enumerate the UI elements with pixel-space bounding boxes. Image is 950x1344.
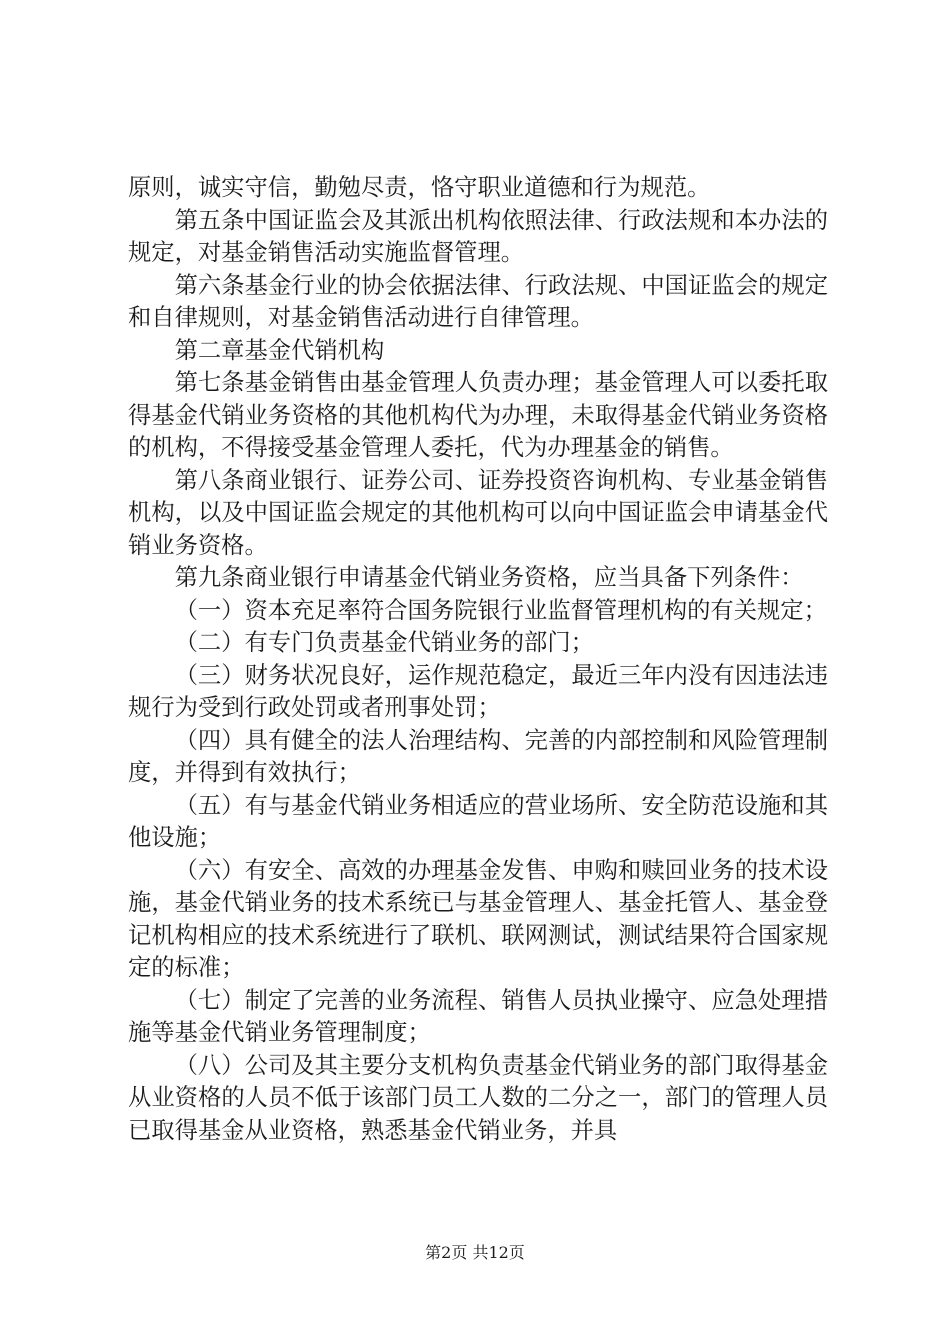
list-item: （七）制定了完善的业务流程、销售人员执业操守、应急处理措施等基金代销业务管理制度； [128,986,828,1046]
paragraph: 第九条商业银行申请基金代销业务资格，应当具备下列条件： [174,564,804,591]
list-item: （四）具有健全的法人治理结构、完善的内部控制和风险管理制度，并得到有效执行； [128,726,828,786]
list-item: （三）财务状况良好，运作规范稳定，最近三年内没有因违法违规行为受到行政处罚或者刑事处罚； [128,661,828,721]
paragraph: 原则，诚实守信，勤勉尽责，恪守职业道德和行为规范。 [128,174,711,201]
paragraph: 第六条基金行业的协会依据法律、行政法规、中国证监会的规定和自律规则，对基金销售活动进行自律管理。 [128,271,828,331]
paragraph: 第七条基金销售由基金管理人负责办理；基金管理人可以委托取得基金代销业务资格的其他机构代为办理，未取得基金代销业务资格的机构，不得接受基金管理人委托，代为办理基金的销售。 [128,369,828,461]
chapter-heading: 第二章基金代销机构 [174,336,385,364]
paragraph: 第八条商业银行、证券公司、证券投资咨询机构、专业基金销售机构，以及中国证监会规定的其他机构可以向中国证监会申请基金代销业务资格。 [128,466,828,559]
document-body [128,172,828,1147]
list-item: （六）有安全、高效的办理基金发售、申购和赎回业务的技术设施，基金代销业务的技术系统已与基金管理人、基金托管人、基金登记机构相应的技术系统进行了联机、联网测试，测试结果符合国家规定的标准； [128,856,828,981]
list-item: （五）有与基金代销业务相适应的营业场所、安全防范设施和其他设施； [128,791,828,851]
list-item: （八）公司及其主要分支机构负责基金代销业务的部门取得基金从业资格的人员不低于该部门员工人数的二分之一，部门的管理人员已取得基金从业资格，熟悉基金代销业务，并具 [128,1051,828,1144]
list-item: （一）资本充足率符合国务院银行业监督管理机构的有关规定； [174,596,827,624]
paragraph: 第五条中国证监会及其派出机构依照法律、行政法规和本办法的规定，对基金销售活动实施监督管理。 [128,206,828,266]
page-number-footer: 第2页 共12页 [425,1243,525,1262]
list-item: （二）有专门负责基金代销业务的部门； [174,629,594,656]
